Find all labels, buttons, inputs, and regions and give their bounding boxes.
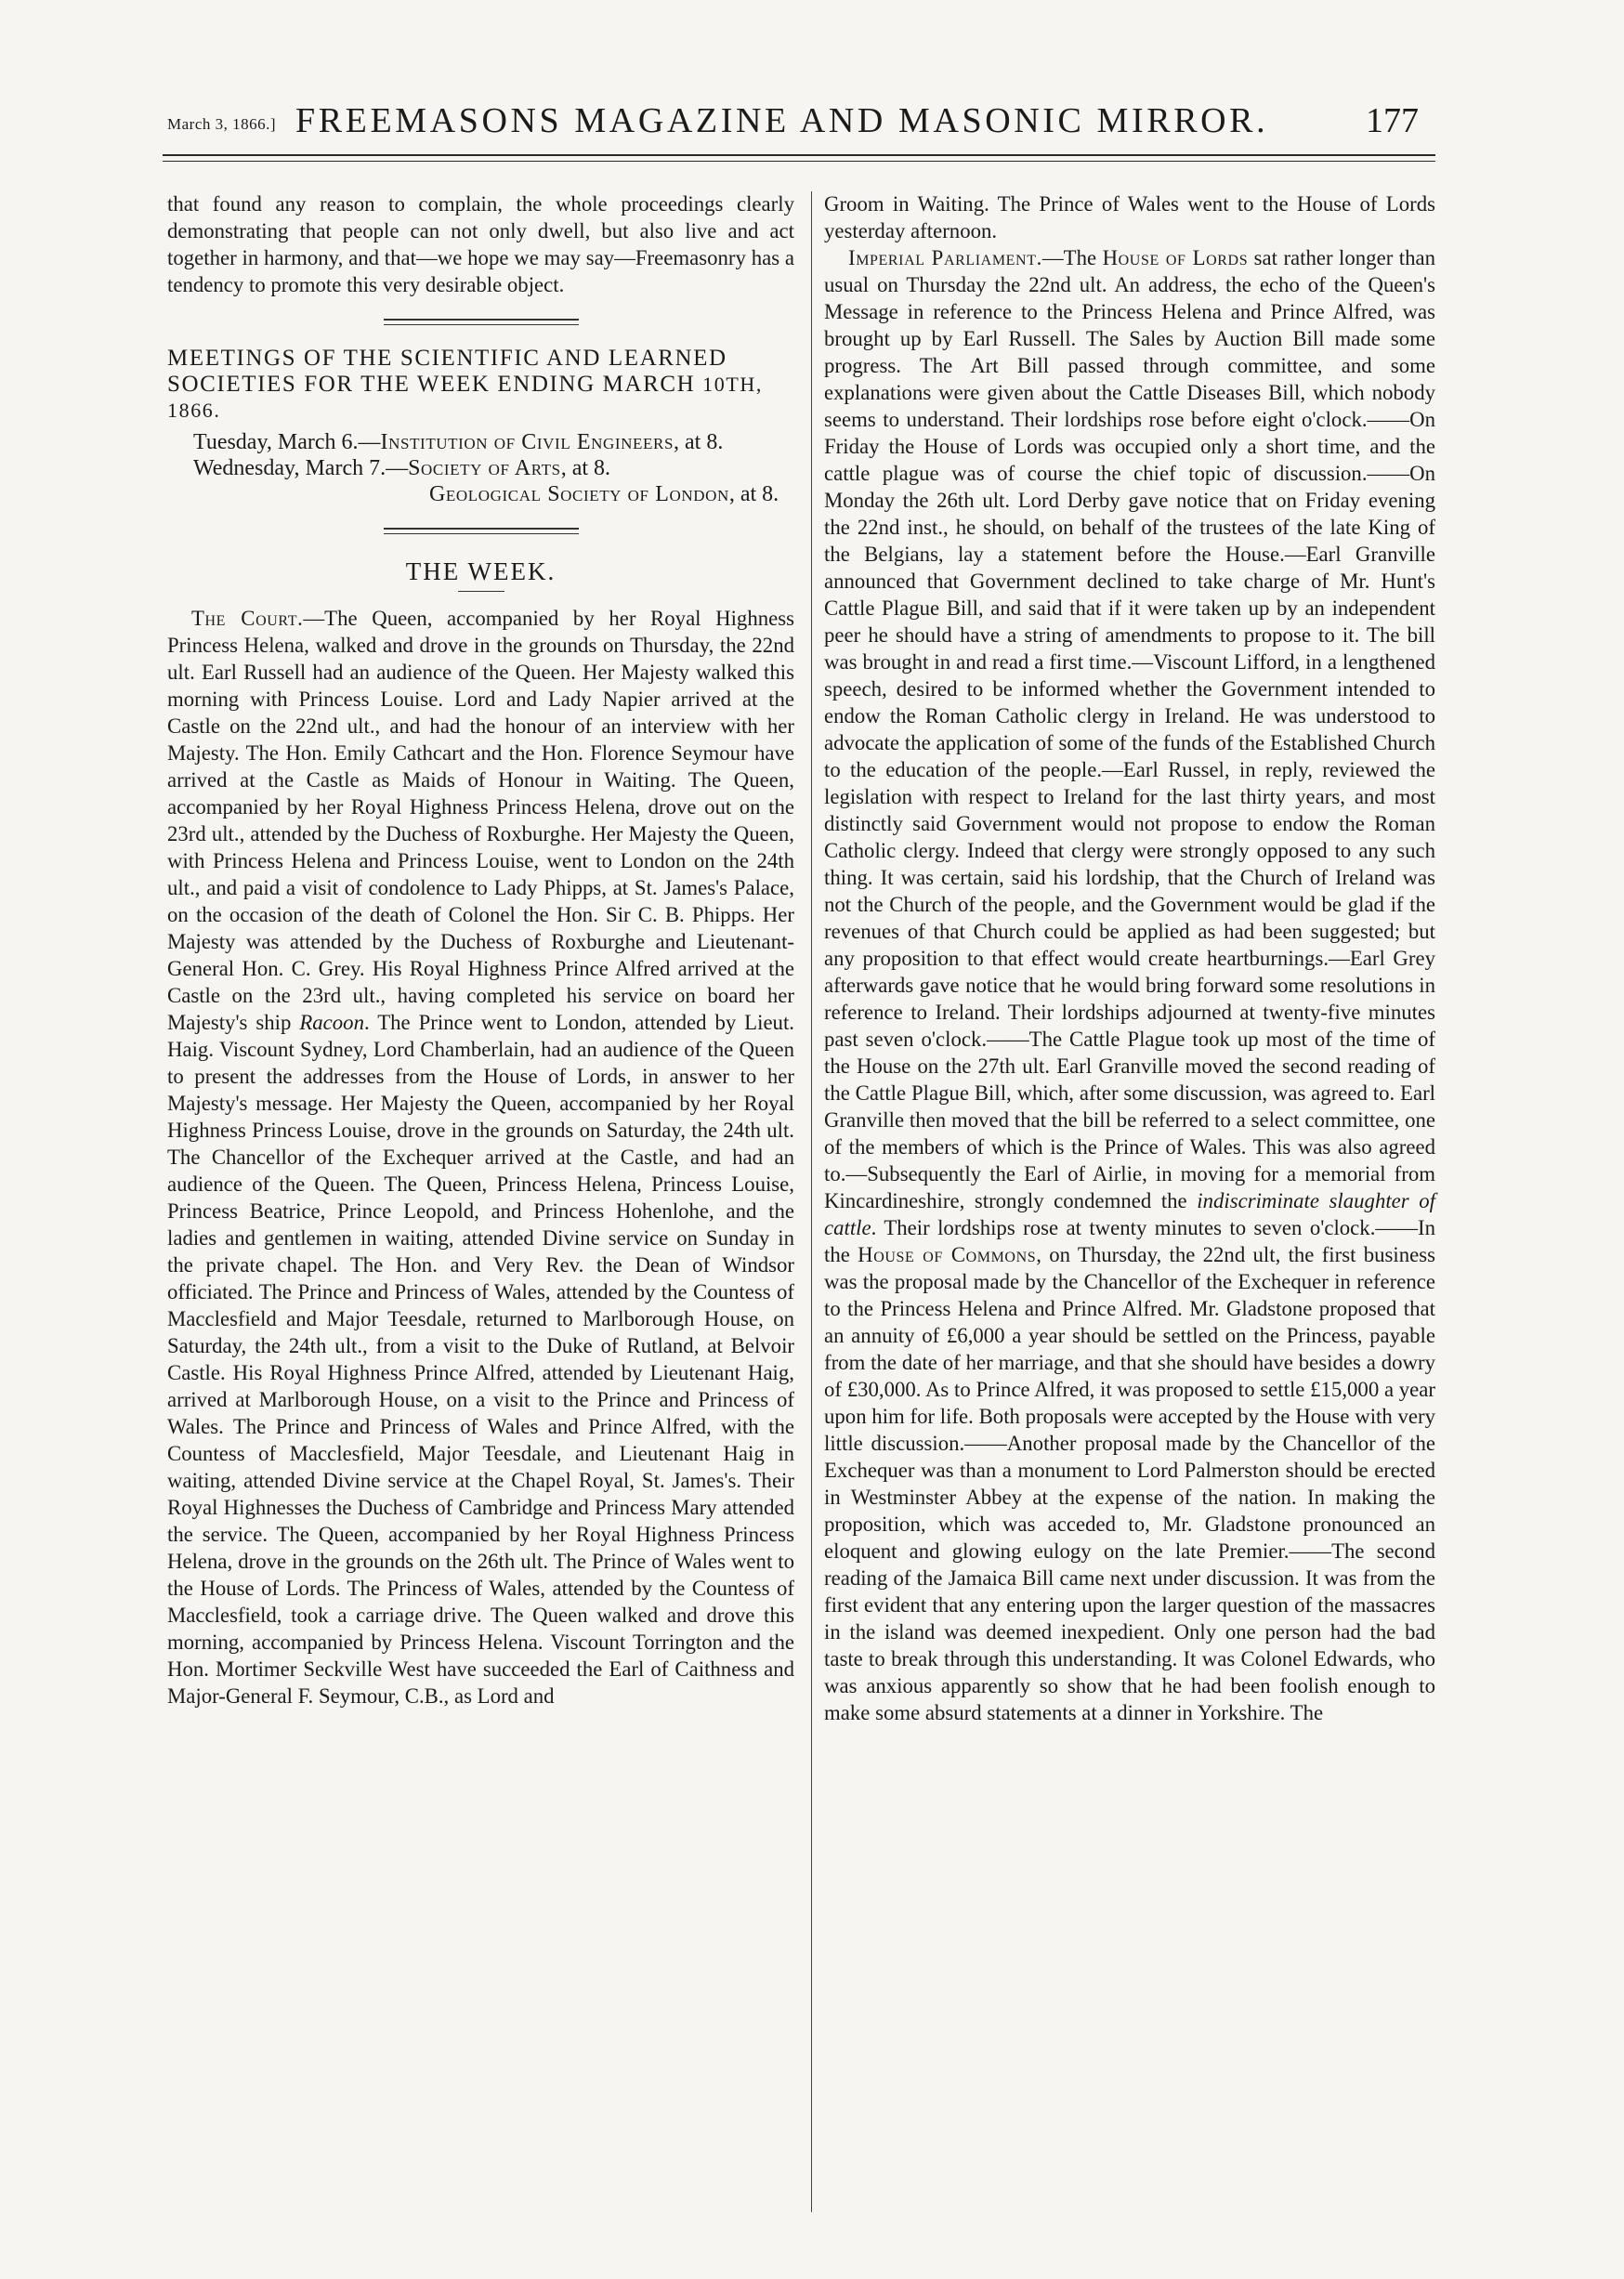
continued-paragraph: Groom in Waiting. The Prince of Wales went to the House of Lords yesterday afternoon. [824,192,1435,242]
parliament-paragraph: Imperial Parliament.—The House of Lords sat rather longer than usual on Thursday the 22nd ult. An address, the echo of the Queen's Message in reference to the Princess Helena and Prince Alfred, was brought up by Earl Russell. The Sales by Auction Bill made some progress. The Art Bill passed through committee, and some explanations were given about the Cattle Diseases Bill, which nobody seems to understand. Their lordships rose before eight o'clock.——On Friday the House of Lords was occupied only a short time, and the cattle plague was of course the chief topic of discussion.——On Monday the 26th ult. Lord Derby gave notice that on Friday evening the 22nd inst., he should, on behalf of the trustees of the late King of the Belgians, lay a statement before the House.—Earl Granville announced that Government declined to take charge of Mr. Hunt's Cattle Plague Bill, and said that if it were taken up by an independent peer he should have a string of amendments to propose to it. The bill was brought in and read a first time.—Viscount Lifford, in a lengthened speech, desired to be informed whether the Government intended to endow the Roman Catholic clergy in Ireland. He was understood to advocate the application of some of the funds of the Established Church to the education of the people.—Earl Russel, in reply, reviewed the legislation with respect to Ireland for the last thirty years, and most distinctly said Government would not propose to endow the Roman Catholic clergy. Indeed that clergy were strongly opposed to any such thing. It was certain, said his lordship, that the Church of Ireland was not the Church of the people, and the Government would be glad if the revenues of that Church could be applied as had been suggested; but any proposition to that effect would create heartburnings.—Earl Grey afterwards gave notice that he would bring forward some resolutions in reference to Ireland. Their lordships adjourned at twenty-five minutes past seven o'clock.——The Cattle Plague took up most of the time of the House on the 27th ult. Earl Granville moved the second reading of the Cattle Plague Bill, which, after some discussion, was agreed to. Earl Granville then moved that the bill be referred to a select committee, one of the members of which is the Prince of Wales. This was also agreed to.—Subsequently the Earl of Airlie, in moving for a memorial from Kincardineshire, strongly condemned the indiscriminate slaughter of cattle. Their lordships rose at twenty minutes to seven o'clock.——In the House of Commons, on Thursday, the 22nd ult, the first business was the proposal made by the Chancellor of the Exchequer in reference to the Princess Helena and Prince Alfred. Mr. Gladstone proposed that an annuity of £6,000 a year should be settled on the Princess, payable from the date of her marriage, and that she should have besides a dowry of £30,000. As to Prince Alfred, it was proposed to settle £15,000 a year upon him for life. Both proposals were accepted by the House with very little discussion.——Another proposal made by the Chancellor of the Exchequer was than a monument to Lord Palmerston should be erected in Westminster Abbey at the expense of the nation. In making the proposition, which was acceded to, Mr. Gladstone pronounced an eloquent and glowing eulogy on the late Premier.——The second reading of the Jamaica Bill came next under discussion. It was from the first evident that any entering upon the larger question of the massacres in the island was deemed inexpedient. Only one person had the bad taste to break through this understanding. It was Colonel Edwards, who was anxious apparently so show that he had been foolish enough to make some absurd statements at a dinner in Yorkshire. The [824,246,1435,1724]
continued-paragraph: that found any reason to complain, the whole proceedings clearly demonstrating that people can not only dwell, but also live and act together in harmony, and that—we hope we may say—Freemasonry has a tendency to promote this very desirable object. [167,192,794,296]
page-number: 177 [1366,101,1419,140]
meeting-entry: Wednesday, March 7.—Society of Arts, at 8. [193,456,611,480]
section-separator [384,528,579,534]
meeting-entry: Tuesday, March 6.—Institution of Civil Engineers, at 8. [193,430,724,454]
court-paragraph: The Court.—The Queen, accompanied by her Royal Highness Princess Helena, walked and drove in the grounds on Thursday, the 22nd ult. Earl Russell had an audience of the Queen. Her Majesty walked this morning with Princess Louise. Lord and Lady Napier arrived at the Castle on the 22nd ult., and had the honour of an interview with her Majesty. The Hon. Emily Cathcart and the Hon. Florence Seymour have arrived at the Castle as Maids of Honour in Waiting. The Queen, accompanied by her Royal Highness Princess Helena, drove out on the 23rd ult., attended by the Duchess of Roxburghe. Her Majesty the Queen, with Princess Helena and Princess Louise, went to London on the 24th ult., and paid a visit of condolence to Lady Phipps, at St. James's Palace, on the occasion of the death of Colonel the Hon. Sir C. B. Phipps. Her Majesty was attended by the Duchess of Roxburghe and Lieutenant-General Hon. C. Grey. His Royal Highness Prince Alfred arrived at the Castle on the 23rd ult., having completed his service on board her Majesty's ship Racoon. The Prince went to London, attended by Lieut. Haig. Viscount Sydney, Lord Chamberlain, had an audience of the Queen to present the addresses from the House of Lords, in answer to her Majesty's message. Her Majesty the Queen, accompanied by her Royal Highness Princess Louise, drove in the grounds on Saturday, the 24th ult. The Chancellor of the Exchequer arrived at the Castle, and had an audience of the Queen. The Queen, Princess Helena, Princess Louise, Princess Beatrice, Prince Leopold, and Princess Hohenlohe, and the ladies and gentlemen in waiting, attended Divine service on Sunday in the private chapel. The Hon. and Very Rev. the Dean of Windsor officiated. The Prince and Princess of Wales, attended by the Countess of Macclesfield and Major Teesdale, returned to Marlborough House, on Saturday, the 24th ult., from a visit to the Duke of Rutland, at Belvoir Castle. His Royal Highness Prince Alfred, attended by Lieutenant Haig, arrived at Marlborough House, on a visit to the Prince and Princess of Wales. The Prince and Princess of Wales and Prince Alfred, with the Countess of Macclesfield, Major Teesdale, and Lieutenant Haig in waiting, attended Divine service at the Chapel Royal, St. James's. Their Royal Highnesses the Duchess of Cambridge and Princess Mary attended the service. The Queen, accompanied by her Royal Highness Princess Helena, drove in the grounds on the 26th ult. The Prince of Wales went to the House of Lords. The Princess of Wales, attended by the Countess of Macclesfield, took a carriage drive. The Queen walked and drove this morning, accompanied by Princess Helena. Viscount Torrington and the Hon. Mortimer Seckville West have succeeded the Earl of Caithness and Major-General F. Seymour, C.B., as Lord and [167,607,794,1708]
week-heading: THE WEEK. [405,557,557,585]
issue-date: March 3, 1866.] [167,115,277,133]
meetings-title: MEETINGS OF THE SCIENTIFIC AND LEARNED SOCIETIES FOR THE WEEK ENDING MARCH 10TH, 1866. [167,346,763,422]
meeting-entry: Geological Society of London, at 8. [429,482,779,506]
column-divider [811,191,812,2212]
running-title: FREEMASONS MAGAZINE AND MASONIC MIRROR. [295,101,1269,140]
section-separator [384,319,579,325]
left-column [167,190,794,1709]
header-rule-thick [163,154,1435,156]
right-column [824,190,1435,1726]
header-rule-thin [163,161,1435,162]
heading-underline [458,591,504,592]
meetings-section [167,346,794,507]
